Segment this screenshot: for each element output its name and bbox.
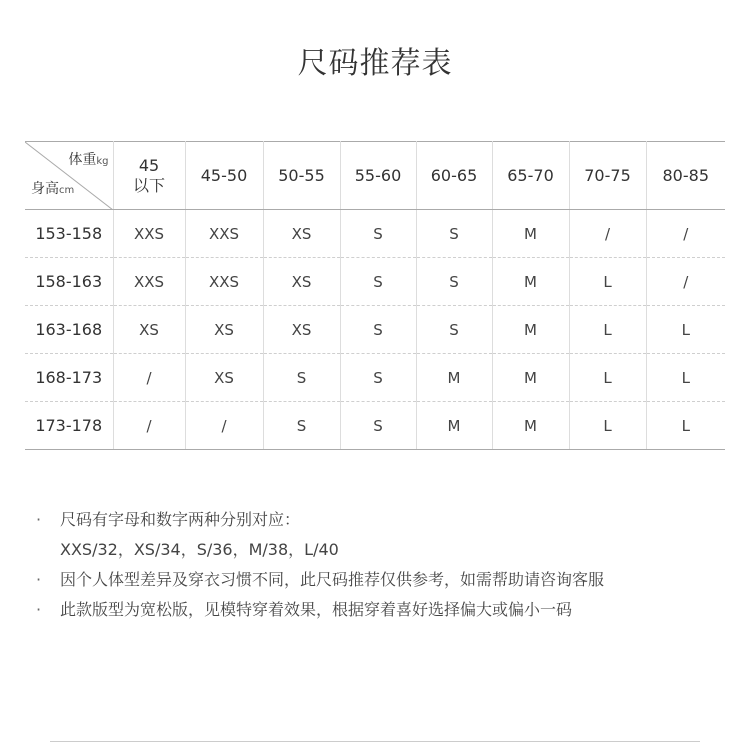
size-cell: S <box>340 354 416 402</box>
weight-header-cell: 60-65 <box>416 142 492 210</box>
size-cell: S <box>263 354 340 402</box>
size-cell: S <box>340 306 416 354</box>
size-cell: / <box>113 402 185 450</box>
size-cell: XS <box>263 258 340 306</box>
size-cell: S <box>340 402 416 450</box>
weight-header-cell: 65-70 <box>492 142 569 210</box>
weight-axis-label: 体重kg <box>68 152 109 168</box>
size-cell: S <box>416 306 492 354</box>
height-axis-label: 身高cm <box>31 181 75 197</box>
size-cell: XS <box>263 210 340 258</box>
size-cell: S <box>340 210 416 258</box>
size-cell: L <box>646 306 725 354</box>
bullet-icon: · <box>36 570 42 589</box>
height-row-label: 163-168 <box>25 306 113 354</box>
size-cell: / <box>113 354 185 402</box>
size-cell: M <box>492 258 569 306</box>
height-row-label: 168-173 <box>25 354 113 402</box>
size-cell: M <box>492 210 569 258</box>
height-row-label: 158-163 <box>25 258 113 306</box>
weight-header-cell: 45-50 <box>185 142 263 210</box>
size-cell: XS <box>263 306 340 354</box>
size-cell: L <box>646 354 725 402</box>
corner-header-cell <box>25 142 113 210</box>
size-cell: L <box>569 258 646 306</box>
size-cell: L <box>569 306 646 354</box>
note-item <box>36 595 604 625</box>
note-text: 因个人体型差异及穿衣习惯不同，此尺码推荐仅供参考，如需帮助请咨询客服 <box>60 570 605 589</box>
bottom-divider <box>50 741 700 742</box>
weight-header-cell: 80-85 <box>646 142 725 210</box>
note-text: XXS/32，XS/34，S/36，M/38，L/40 <box>60 540 339 559</box>
size-cell: M <box>492 402 569 450</box>
size-cell: / <box>185 402 263 450</box>
size-recommendation-table <box>25 141 725 450</box>
size-cell: M <box>492 306 569 354</box>
weight-header-cell: 70-75 <box>569 142 646 210</box>
weight-header-cell: 55-60 <box>340 142 416 210</box>
size-cell: XXS <box>185 258 263 306</box>
size-cell: M <box>416 402 492 450</box>
size-cell: S <box>416 258 492 306</box>
weight-header-cell: 45 以下 <box>113 142 185 210</box>
page-title: 尺码推荐表 <box>297 46 453 81</box>
size-cell: XS <box>113 306 185 354</box>
size-cell: XS <box>185 354 263 402</box>
size-cell: S <box>416 210 492 258</box>
size-cell: M <box>492 354 569 402</box>
weight-header-cell: 50-55 <box>263 142 340 210</box>
height-row-label: 173-178 <box>25 402 113 450</box>
note-item-detail <box>36 535 604 565</box>
size-cell: XXS <box>185 210 263 258</box>
size-cell: S <box>340 258 416 306</box>
note-text: 此款版型为宽松版，见模特穿着效果，根据穿着喜好选择偏大或偏小一码 <box>60 600 573 619</box>
size-cell: / <box>569 210 646 258</box>
size-cell: L <box>569 354 646 402</box>
size-cell: L <box>569 402 646 450</box>
size-cell: M <box>416 354 492 402</box>
table-header-row <box>25 142 725 210</box>
bullet-icon: · <box>36 510 42 529</box>
size-cell: XS <box>185 306 263 354</box>
note-item <box>36 565 604 595</box>
table-row <box>25 354 725 402</box>
size-cell: XXS <box>113 258 185 306</box>
height-row-label: 153-158 <box>25 210 113 258</box>
table-row <box>25 306 725 354</box>
table-row <box>25 402 725 450</box>
size-cell: / <box>646 210 725 258</box>
note-item <box>36 505 604 535</box>
size-cell: / <box>646 258 725 306</box>
notes-section <box>36 505 604 625</box>
bullet-icon: · <box>36 600 42 619</box>
table-row <box>25 210 725 258</box>
size-cell: XXS <box>113 210 185 258</box>
size-cell: L <box>646 402 725 450</box>
size-cell: S <box>263 402 340 450</box>
table-row <box>25 258 725 306</box>
note-text: 尺码有字母和数字两种分别对应： <box>60 510 301 529</box>
